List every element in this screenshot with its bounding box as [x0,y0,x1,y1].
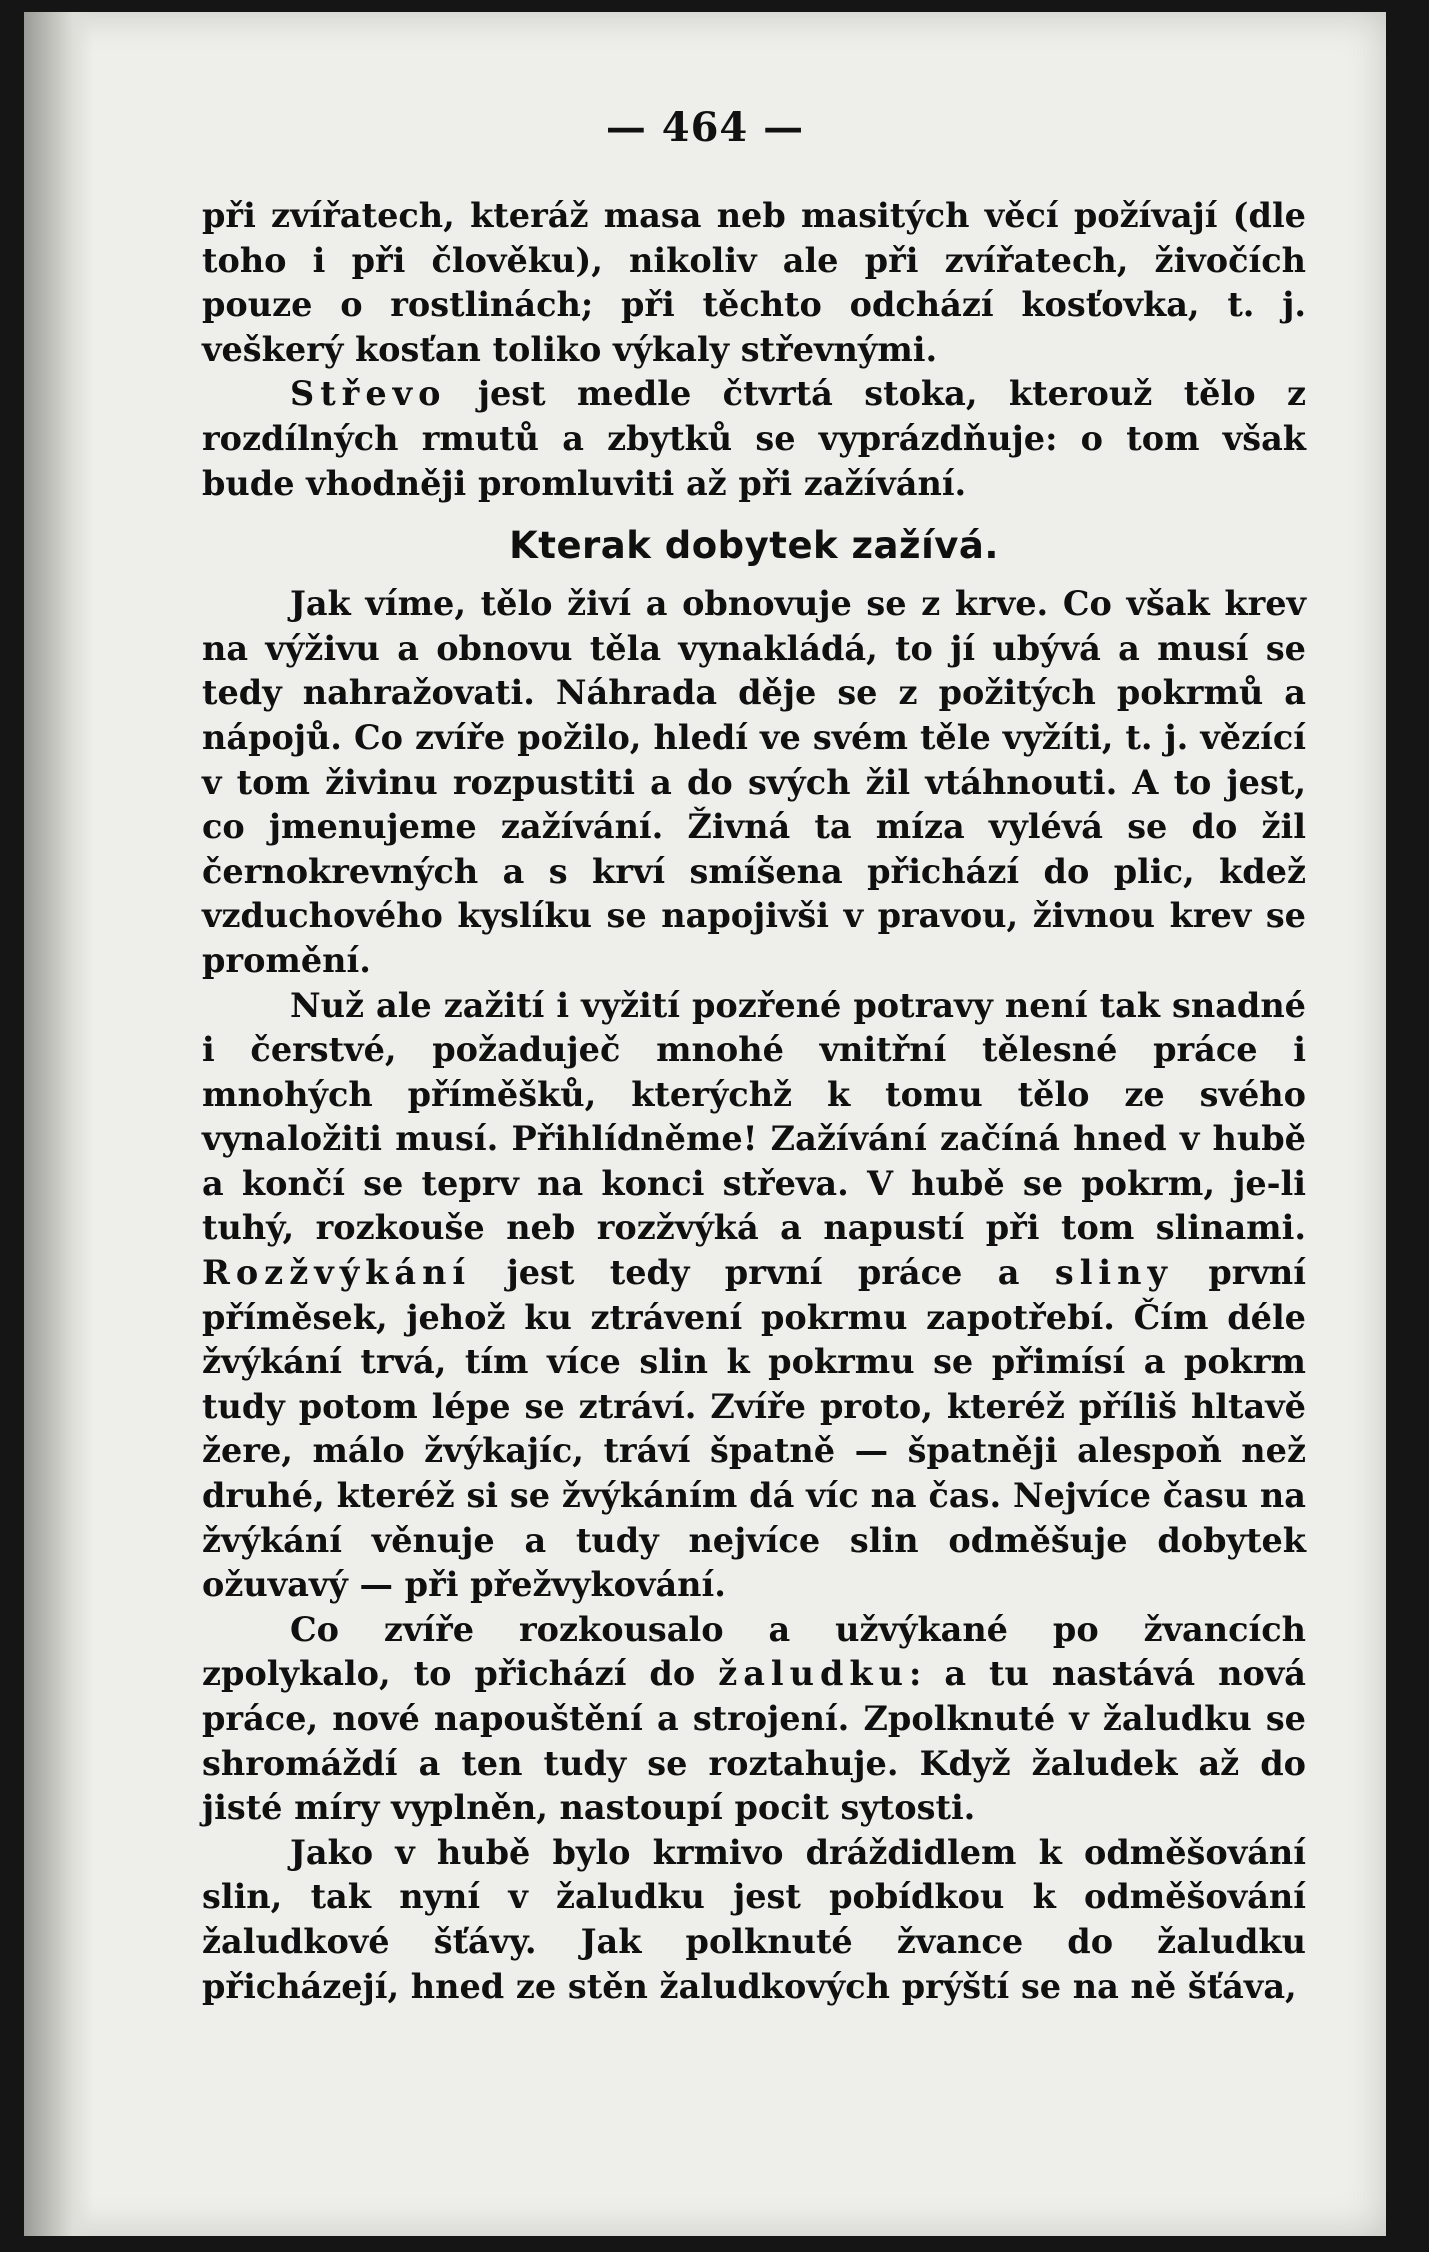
paragraph-4-part-c: jest tedy první práce a [471,1253,1055,1293]
paragraph-2-spaced-term: Střevo [290,374,447,414]
paragraph-1: při zvířatech, kteráž masa neb masitých věcí požívají (dle toho i při člověku), nikoliv ale při zvířatech, živočích pouze o rostlinách; při těchto odchází kosťovka, t. j. veškerý kosťan toliko výkaly střevnými. [202,196,1306,369]
paragraph-4-spaced-term-1: Rozžvýkání [202,1253,472,1293]
paragraph-2 [202,372,1306,506]
paragraph-5-spaced-term: žaludku [718,1654,909,1694]
book-page [24,12,1386,2236]
page-spine-shadow [24,12,94,2236]
paragraph-2-text: jest medle čtvrtá stoka, kterouž tělo z rozdílných rmutů a zbytků se vyprázdňuje: o tom však bude vhodněji promluviti až při zažívání. [202,374,1306,503]
body-text [202,194,1306,2009]
paragraph-4 [202,984,1306,1608]
paragraph-4-spaced-term-2: sliny [1054,1253,1173,1293]
paragraph-5-part-a: Co zvíře rozkousalo a užvýkané po žvancích zpolykalo, to přichází do [202,1609,1306,1694]
section-heading: Kterak dobytek zažívá. [509,524,999,568]
paragraph-3: Jak víme, tělo živí a obnovuje se z krve. Co však krev na výživu a obnovu těla vynakládá, to jí ubývá a musí se tedy nahražovati. Náhrada děje se z požitých pokrmů a nápojů. Co zvíře požilo, hledí ve svém těle vyžíti, t. j. vězící v tom živinu rozpustiti a do svých žil vtáhnouti. A to jest, co jmenujeme zažívání. Živná ta míza vylévá se do žil černokrevných a s krví smíšena přichází do plic, kdež vzduchového kyslíku se napojivši v pravou, živnou krev se promění. [202,584,1306,980]
paragraph-6: Jako v hubě bylo krmivo dráždidlem k odměšování slin, tak nyní v žaludku jest pobídkou k odměšování žaludkové šťávy. Jak polknuté žvance do žaludku přicházejí, hned ze stěn žaludkových prýští se na ně šťáva, [202,1832,1306,2006]
paragraph-5-part-c: : a tu nastává nová práce, nové napouštění a strojení. Zpolknuté v žaludku se shromáždí a ten tudy se roztahuje. Když žaludek až do jisté míry vyplněn, nastoupí pocit sytosti. [202,1654,1306,1828]
paragraph-4-part-a: Nuž ale zažití i vyžití pozřené potravy není tak snadné i čerstvé, požaduječ mnohé vnitřní tělesné práce i mnohých příměšků, kterýchž k tomu tělo ze svého vynaložiti musí. Přihlídněme! Zažívání začíná hned v hubě a končí se teprv na konci střeva. V hubě se pokrm, je-li tuhý, rozkouše neb rozžvýká a napustí při tom slinami. [202,985,1306,1248]
paragraph-5 [202,1608,1306,1831]
paragraph-4-part-e: první příměsek, jehož ku ztrávení pokrmu zapotřebí. Čím déle žvýkání trvá, tím více slin k pokrmu se přimísí a pokrm tudy potom lépe se ztráví. Zvíře proto, kteréž příliš hltavě žere, málo žvýkajíc, tráví špatně — špatněji alespoň než druhé, kteréž si se žvýkáním dá víc na čas. Nejvíce času na žvýkání věnuje a tudy nejvíce slin odměšuje dobytek ožuvavý — při přežvykování. [202,1253,1306,1605]
page-number: — 464 — [605,104,805,151]
